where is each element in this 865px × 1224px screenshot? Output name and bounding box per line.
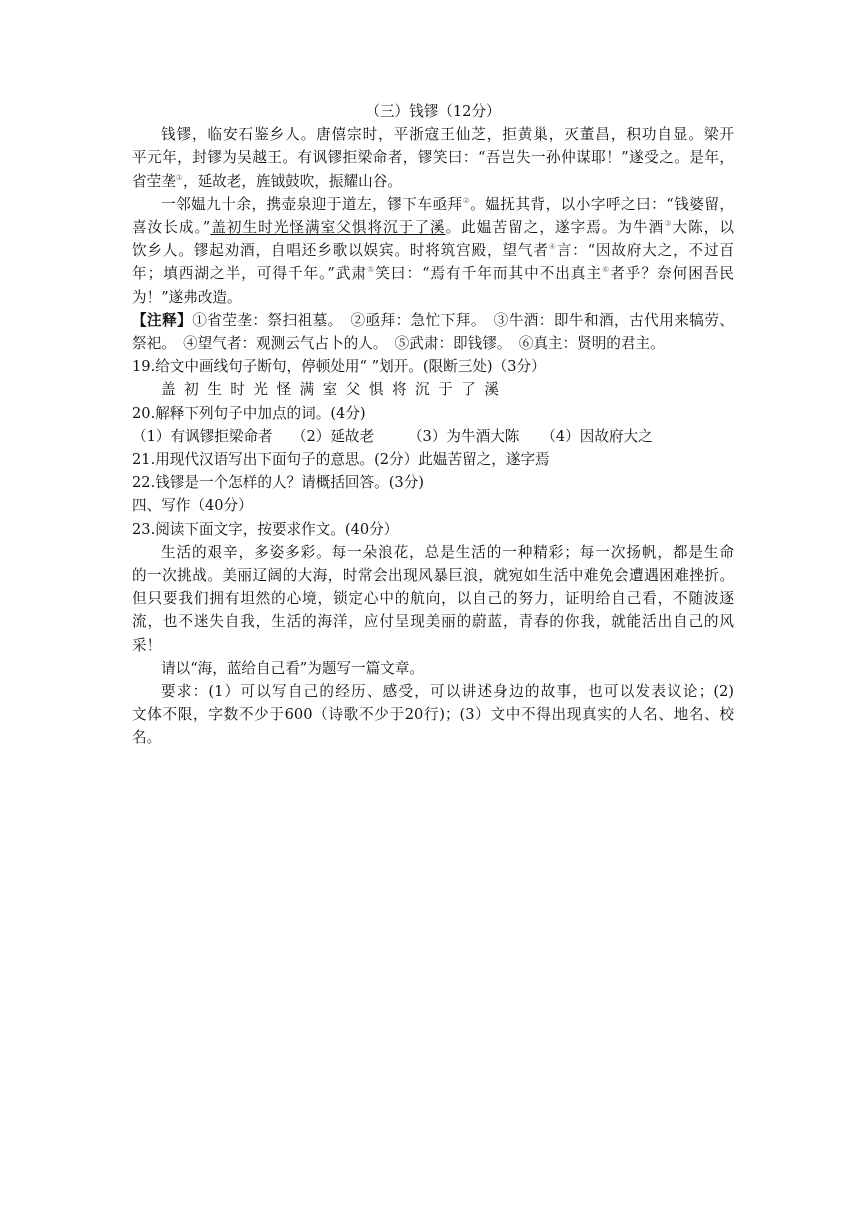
requirements-line: 要求：(1）可以写自己的经历、感受，可以讲述身边的故事，也可以发表议论；(2) (161, 683, 734, 701)
questions (132, 355, 734, 494)
section-title: （三）钱镠（12分） (365, 103, 501, 120)
passage-text: 大陈，以 (672, 219, 734, 237)
passage-line (132, 262, 734, 285)
passage-text: 年；填西湖之半，可得千年。”武肃 (132, 265, 368, 283)
passage-line (132, 239, 734, 262)
footnote-marker: ① (175, 172, 183, 182)
question-19: 19.给文中画线句子断句，停顿处用“ ”划开。(限断三处)（3分） (132, 358, 546, 376)
passage-text: 言：“因故府大之，不过百 (556, 242, 734, 260)
writing-heading: 四、写作（40分） (132, 497, 253, 515)
prompt-line: 但只要我们拥有坦然的心境，锁定心中的航向，以自己的努力，证明给自己看，不随波逐 (132, 590, 734, 608)
passage-text: ，延故老，旌钺鼓吹，振耀山谷。 (182, 172, 402, 190)
footnote-marker: ③ (664, 219, 673, 229)
notes-line: 祭祀。 ④望气者：观测云气占卜的人。 ⑤武肃：即钱镠。 ⑥真主：贤明的君主。 (132, 335, 665, 353)
question-20: 20.解释下列句子中加点的词。(4分) (132, 404, 366, 422)
passage-line: 钱镠，临安石鉴乡人。唐僖宗时，平浙寇王仙芝，拒黄巢，灭董昌，积功自显。梁开 (161, 126, 734, 144)
footnote-marker: ② (462, 195, 471, 205)
prompt-line: 的一次挑战。美丽辽阔的大海，时常会出现风暴巨浪，就宛如生活中难免会遭遇困难挫折。 (132, 567, 734, 585)
question-23: 23.阅读下面文字，按要求作文。(40分） (132, 520, 399, 538)
prompt-title-instruction: 请以“海，蓝给自己看”为题写一篇文章。 (161, 659, 425, 677)
passage-text: 省茔垄 (132, 172, 176, 190)
footnote-marker: ⑥ (602, 265, 611, 275)
footnote-marker: ⑤ (367, 265, 376, 275)
passage-text: 者乎？奈何困吾民 (610, 265, 735, 283)
underlined-sentence: 盖初生时光怪满室父惧将沉于了溪 (210, 219, 446, 237)
notes-label: 【注释】 (132, 311, 193, 329)
passage-text: 一邻媪九十余，携壶泉迎于道左，镠下车亟拜 (161, 195, 463, 213)
prompt-line: 流，也不迷失自我，生活的海洋，应付呈现美丽的蔚蓝，青春的你我，就能活出自己的风 (132, 613, 734, 631)
question-21: 21.用现代汉语写出下面句子的意思。(2分）此媪苦留之，遂字焉 (132, 451, 550, 469)
passage-text: 喜汝长成。” (132, 219, 211, 237)
question-20-items: （1）有讽镠拒梁命者 （2）延故老 （3）为牛酒大陈 （4）因故府大之 (132, 427, 653, 445)
notes (132, 309, 734, 355)
notes-line (132, 309, 734, 332)
passage (132, 123, 734, 309)
passage-line: 为！”遂弗改造。 (132, 288, 242, 306)
question-22: 22.钱镠是一个怎样的人？请概括回答。(3分) (132, 474, 424, 492)
document-page (132, 100, 734, 750)
requirements-line: 文体不限，字数不少于600（诗歌不少于20行)；(3）文中不得出现真实的人名、地名、校 (132, 706, 734, 724)
passage-text: 。此媪苦留之，遂字焉。为牛酒 (445, 219, 665, 237)
passage-line (132, 170, 734, 193)
requirements-line: 名。 (132, 729, 162, 747)
passage-text: 饮乡人。镠起劝酒，自唱还乡歌以娱宾。时将筑宫殿，望气者 (132, 242, 549, 260)
prompt-line: 生活的艰辛，多姿多彩。每一朵浪花，总是生活的一种精彩；每一次扬帆，都是生命 (161, 543, 734, 561)
passage-line (132, 216, 734, 239)
notes-text: ①省茔垄：祭扫祖墓。 ②亟拜：急忙下拜。 ③牛酒：即牛和酒，古代用来犒劳、 (192, 311, 734, 329)
footnote-marker: ④ (548, 242, 557, 252)
writing-section (132, 494, 734, 749)
question-19-sentence: 盖初生时光怪满室父惧将沉于了溪 (161, 381, 508, 399)
passage-text: 。媪抚其背，以小字呼之曰：“钱婆留， (470, 195, 734, 213)
passage-line (132, 193, 734, 216)
passage-text: 笑曰：“焉有千年而其中不出真主 (375, 265, 603, 283)
passage-line: 平元年，封镠为吴越王。有讽镠拒梁命者，镠笑曰：“吾岂失一孙仲谋耶！”遂受之。是年， (132, 149, 734, 167)
prompt-line: 采！ (132, 636, 162, 654)
